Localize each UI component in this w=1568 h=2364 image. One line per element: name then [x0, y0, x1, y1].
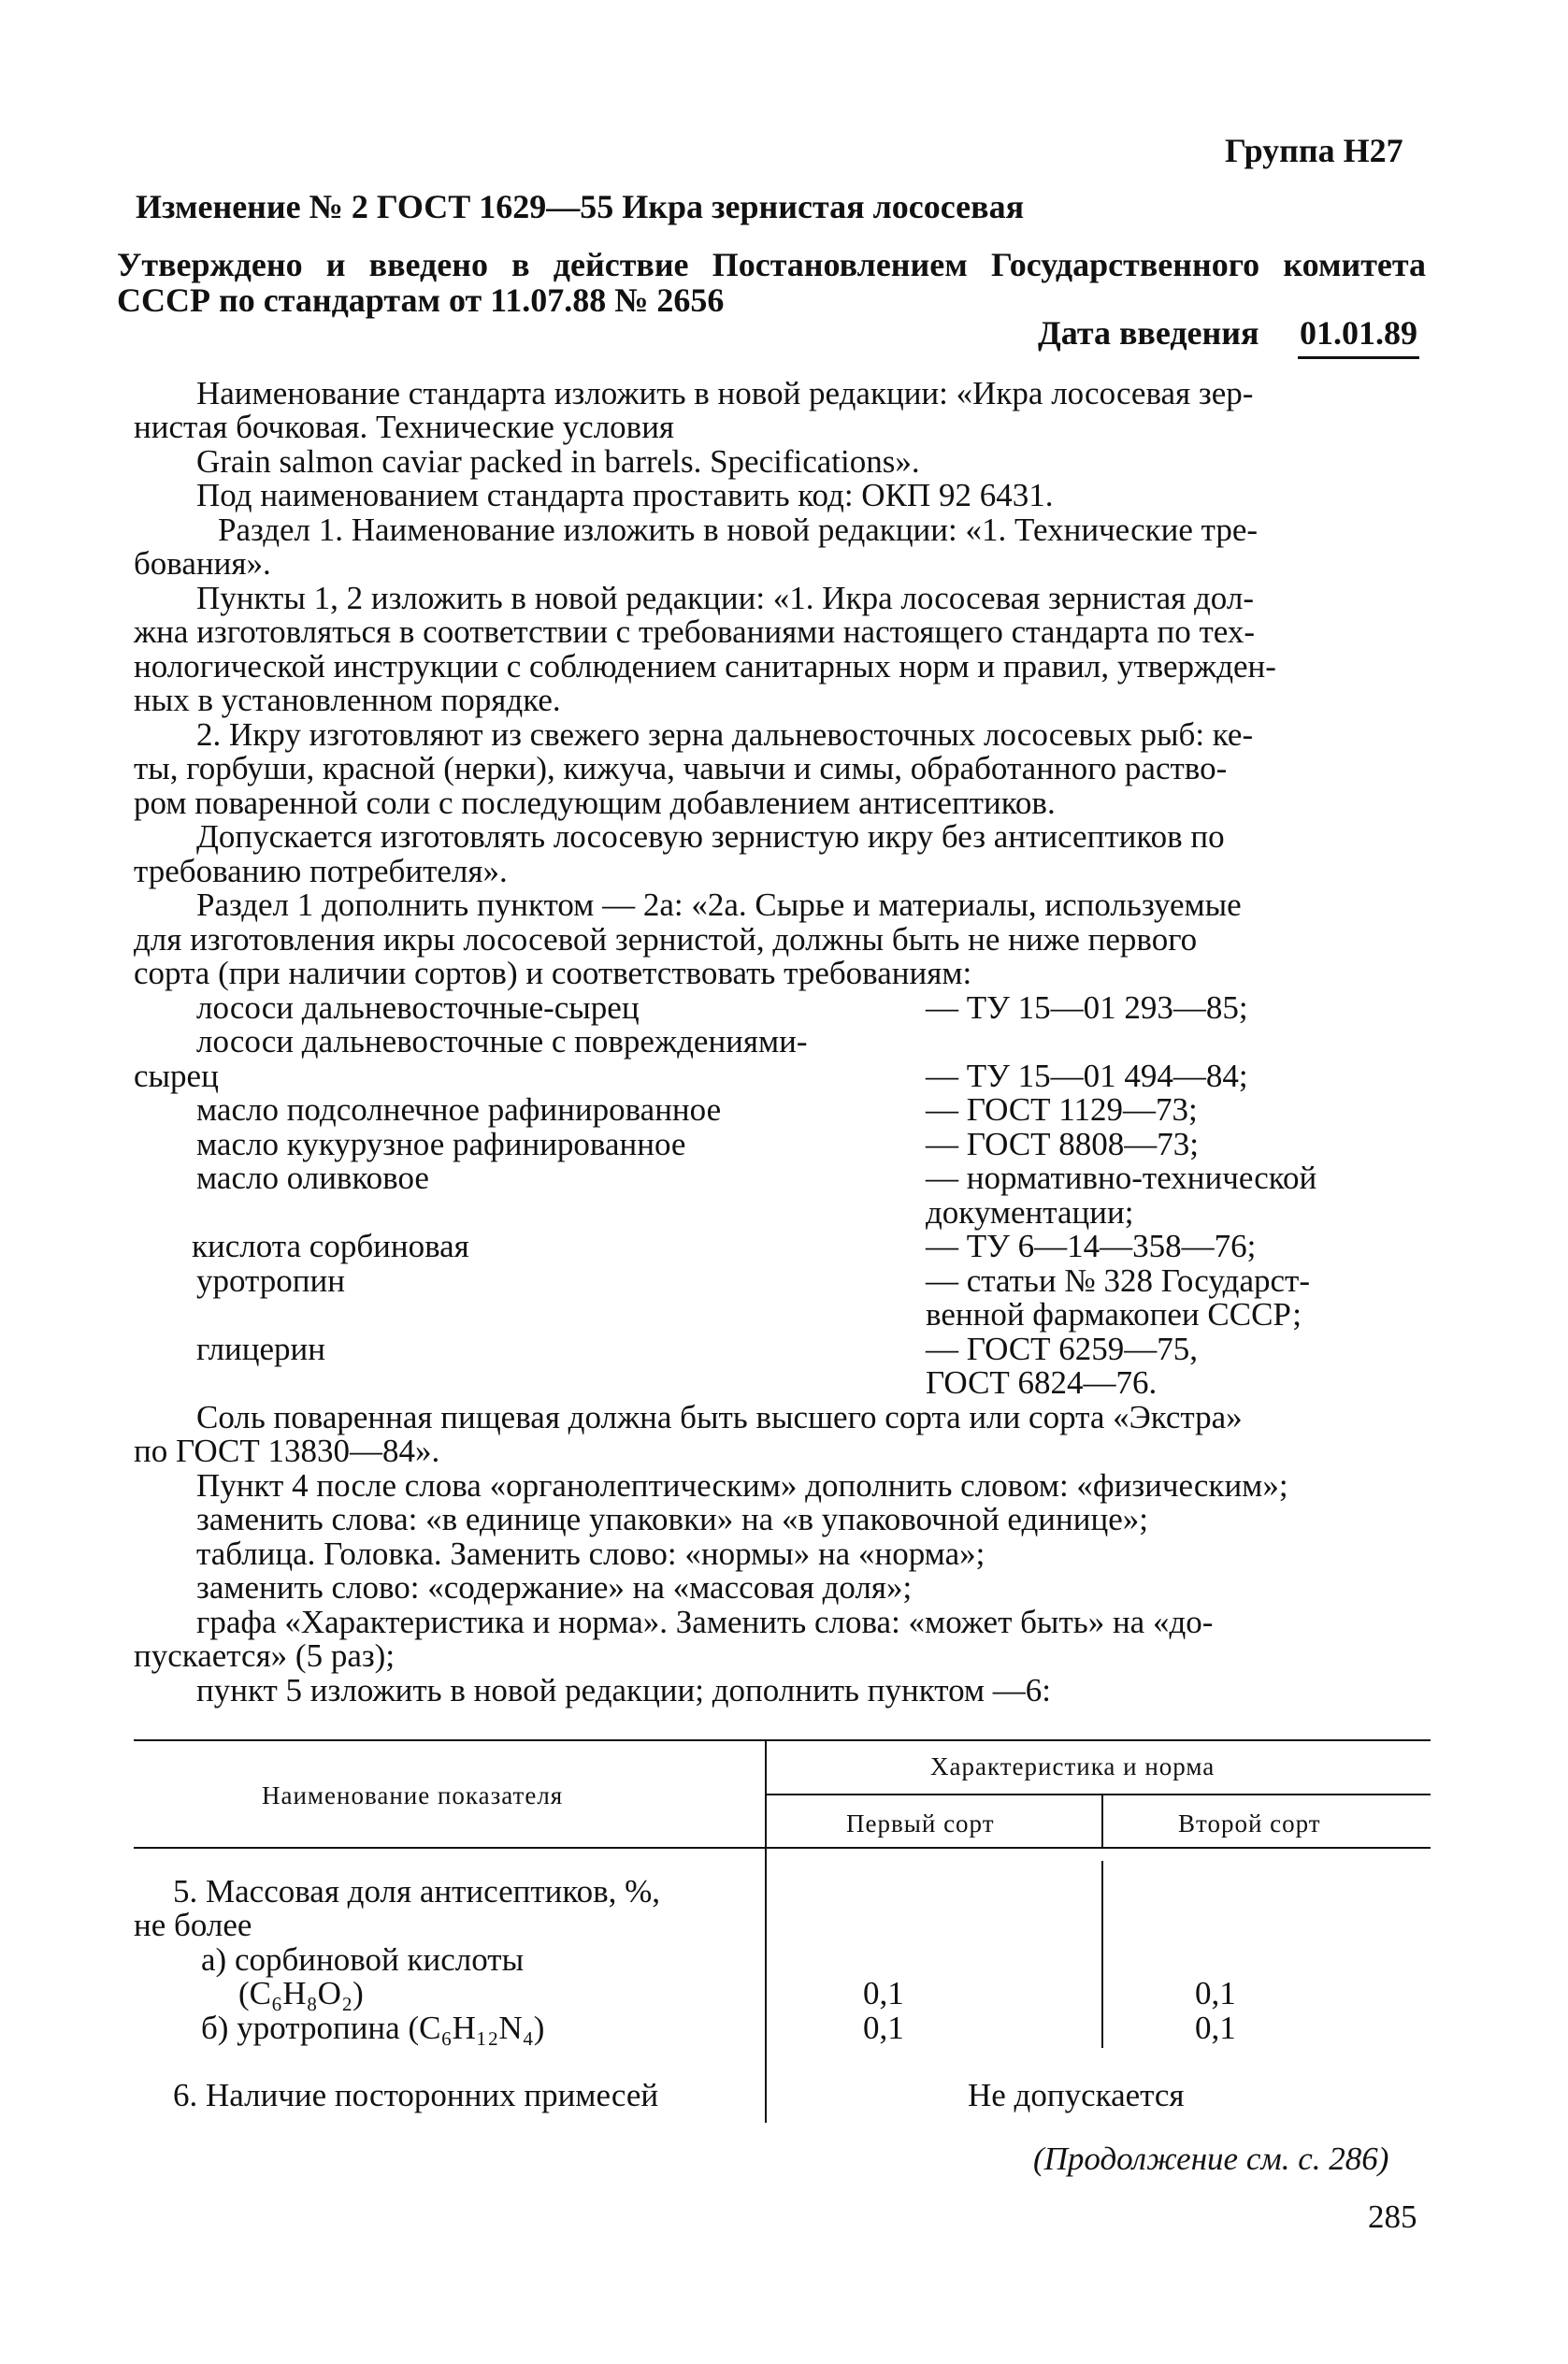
text-line: заменить слово: «содержание» на «массовая доля»; [196, 1569, 913, 1606]
text-line: Под наименованием стандарта проставить код: ОКП 92 6431. [196, 477, 1054, 513]
document-title: Изменение № 2 ГОСТ 1629—55 Икра зернистая лососевая [136, 188, 1025, 225]
material-ref: — нормативно-технической [926, 1160, 1317, 1196]
text-line: 2. Икру изготовляют из свежего зерна дальневосточных лососевых рыб: ке- [196, 716, 1254, 753]
material-name: масло подсолнечное рафинированное [196, 1091, 722, 1128]
row6-title: 6. Наличие посторонних примесей [173, 2077, 659, 2113]
material-ref: — ГОСТ 8808—73; [926, 1126, 1200, 1162]
material-name: уротропин [196, 1262, 345, 1299]
text-line: Пункты 1, 2 изложить в новой редакции: «1. Икра лососевая зернистая дол- [196, 580, 1254, 616]
material-name: кислота сорбиновая [192, 1228, 469, 1264]
text-line: пускается» (5 раз); [134, 1637, 396, 1674]
effective-date-label: Дата введения [1038, 314, 1259, 352]
material-ref: венной фармакопеи СССР; [926, 1296, 1302, 1333]
text-line: Grain salmon caviar packed in barrels. Specifications». [196, 443, 920, 480]
row6-value: Не допускается [968, 2077, 1185, 2113]
approval-line-2: СССР по стандартам от 11.07.88 № 2656 [117, 281, 725, 319]
material-ref: ГОСТ 6824—76. [926, 1364, 1158, 1401]
text-line: для изготовления икры лососевой зернистой, должны быть не ниже первого [134, 921, 1198, 958]
row5a-label-line2: (C₆H₈O₂) [238, 1975, 364, 2011]
text-line: ром поваренной соли с последующим добавлением антисептиков. [134, 785, 1056, 821]
text-line: сорта (при наличии сортов) и соответствовать требованиям: [134, 955, 972, 991]
row5-title-line1: 5. Массовая доля антисептиков, %, [173, 1873, 661, 1910]
text-line: бования». [134, 545, 271, 582]
table-vertical-rule-2-header [1101, 1794, 1103, 1847]
row5a-first-value: 0,1 [863, 1975, 904, 2011]
table-vertical-rule-2-body [1101, 1861, 1103, 2048]
row5b-first-value: 0,1 [863, 2010, 904, 2046]
text-line: ты, горбуши, красной (нерки), кижуча, чавычи и симы, обработанного раство- [134, 750, 1228, 786]
material-name: масло оливковое [196, 1160, 429, 1196]
material-name: лососи дальневосточные с повреждениями- [196, 1023, 808, 1059]
material-name: масло кукурузное рафинированное [196, 1126, 686, 1162]
continuation-note: (Продолжение см. с. 286) [1033, 2141, 1389, 2177]
text-line: требованию потребителя». [134, 853, 508, 889]
text-line: Пункт 4 после слова «органолептическим» дополнить словом: «физическим»; [196, 1467, 1288, 1504]
table-header-rule [134, 1847, 1431, 1849]
text-line: Наименование стандарта изложить в новой редакции: «Икра лососевая зер- [196, 375, 1254, 411]
date-underline [1298, 356, 1419, 359]
table-group-rule [765, 1794, 1431, 1795]
text-line: нистая бочковая. Технические условия [134, 409, 675, 445]
row5b-label: б) уротропина (C₆H₁₂N₄) [201, 2010, 545, 2046]
text-line: графа «Характеристика и норма». Заменить слова: «может быть» на «до- [196, 1604, 1214, 1640]
text-line: заменить слова: «в единице упаковки» на «в упаковочной единице»; [196, 1501, 1148, 1537]
table-vertical-rule-1 [765, 1739, 767, 2123]
material-ref: — ТУ 6—14—358—76; [926, 1228, 1257, 1264]
text-line: Раздел 1. Наименование изложить в новой редакции: «1. Технические тре- [218, 512, 1259, 548]
text-line: жна изготовляться в соответствии с требованиями настоящего стандарта по тех- [134, 613, 1256, 650]
text-line: по ГОСТ 13830—84». [134, 1433, 440, 1469]
text-line: пункт 5 изложить в новой редакции; дополнить пунктом —6: [196, 1672, 1052, 1708]
column-header-group: Характеристика и норма [930, 1752, 1216, 1780]
text-line: нологической инструкции с соблюдением санитарных норм и правил, утвержден- [134, 648, 1276, 685]
approval-line-1: Утверждено и введено в действие Постановлением Государственного комитета [117, 246, 1426, 283]
material-ref: — ТУ 15—01 293—85; [926, 989, 1248, 1026]
row5b-second-value: 0,1 [1195, 2010, 1236, 2046]
material-name: сырец [134, 1058, 219, 1094]
material-ref: документации; [926, 1194, 1134, 1231]
text-line: Допускается изготовлять лососевую зернистую икру без антисептиков по [196, 818, 1225, 855]
material-ref: — ТУ 15—01 494—84; [926, 1058, 1248, 1094]
page-number: 285 [1368, 2198, 1417, 2235]
column-header-second: Второй сорт [1178, 1809, 1321, 1838]
column-header-name: Наименование показателя [262, 1781, 564, 1809]
material-ref: — статьи № 328 Государст- [926, 1262, 1310, 1299]
row5-title-line2: не более [134, 1907, 252, 1943]
row5a-label-line1: а) сорбиновой кислоты [201, 1941, 525, 1978]
column-header-first: Первый сорт [846, 1809, 995, 1838]
material-name: глицерин [196, 1331, 326, 1367]
text-line: Раздел 1 дополнить пунктом — 2а: «2а. Сырье и материалы, используемые [196, 886, 1242, 923]
text-line: таблица. Головка. Заменить слово: «нормы» на «норма»; [196, 1535, 985, 1572]
material-ref: — ГОСТ 6259—75, [926, 1331, 1199, 1367]
row5a-second-value: 0,1 [1195, 1975, 1236, 2011]
material-ref: — ГОСТ 1129—73; [926, 1091, 1198, 1128]
effective-date-value: 01.01.89 [1300, 314, 1417, 352]
text-line: ных в установленном порядке. [134, 682, 561, 718]
text-line: Соль поваренная пищевая должна быть высшего сорта или сорта «Экстра» [196, 1399, 1243, 1435]
material-name: лососи дальневосточные-сырец [196, 989, 640, 1026]
table-top-rule [134, 1739, 1431, 1741]
group-label: Группа Н27 [1225, 132, 1403, 169]
